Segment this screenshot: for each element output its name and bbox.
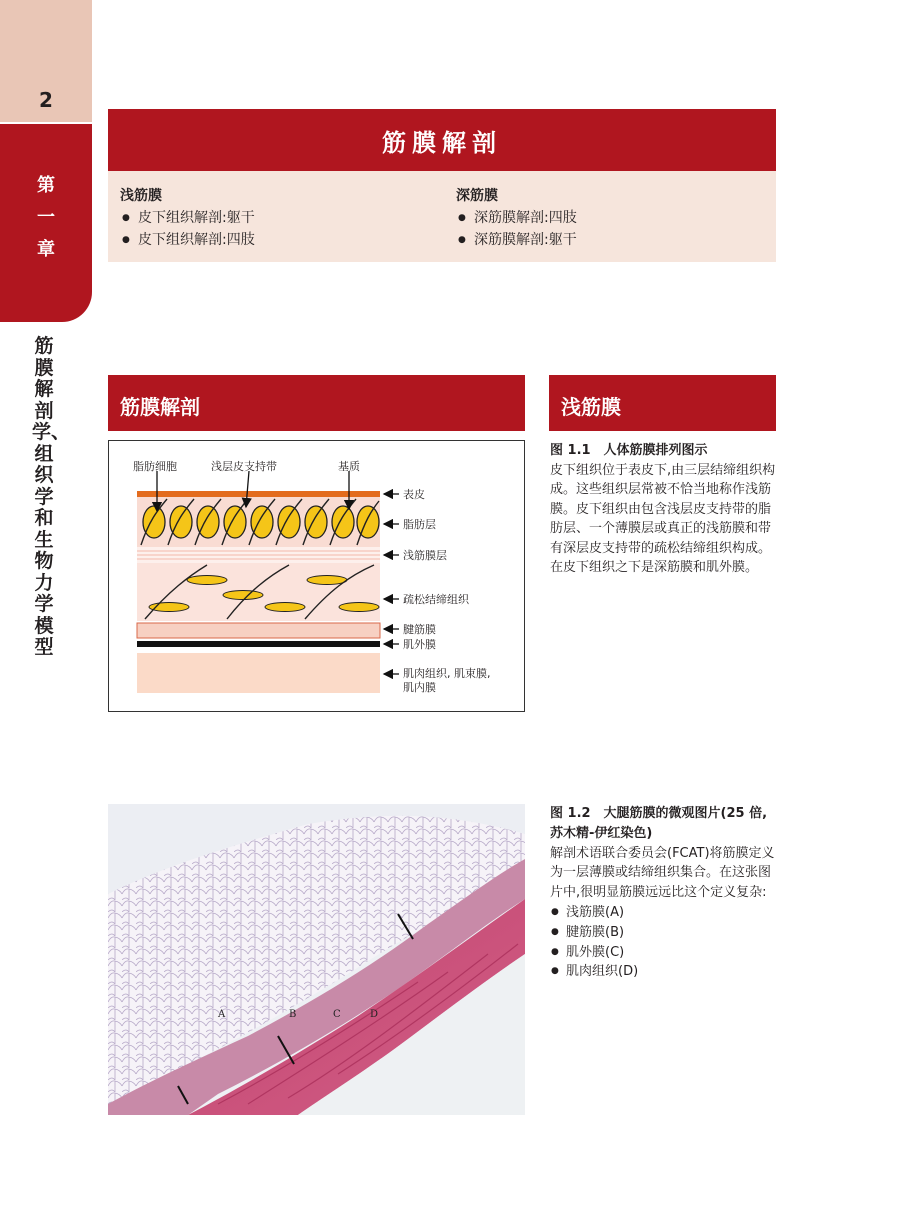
label-muscle-tissue: 肌肉组织, 肌束膜, bbox=[403, 667, 491, 680]
contents-item: ● 皮下组织解剖:躯干 bbox=[120, 207, 255, 229]
micrograph-label-c: C bbox=[333, 1009, 341, 1020]
label-fat-cell: 脂肪细胞 bbox=[133, 460, 177, 473]
figure-2-item: ● 浅筋膜(A) bbox=[550, 903, 778, 923]
figure-2-item: ● 肌肉组织(D) bbox=[550, 962, 778, 982]
figure-1-body: 皮下组织位于表皮下,由三层结缔组织构成。这些组织层常被不恰当地称作浅筋膜。皮下组织由包含浅层皮支持带的脂肪层、一个薄膜层或真正的浅筋膜和带有深层皮支持带的疏松结缔组织构成。在皮下组织之下是深筋膜和肌外膜。 bbox=[550, 462, 776, 575]
label-fat-layer: 脂肪层 bbox=[403, 518, 436, 531]
contents-right bbox=[456, 185, 577, 251]
label-superficial-retinacula: 浅层皮支持带 bbox=[211, 460, 277, 473]
chapter-char: 一 bbox=[37, 207, 55, 228]
figure-2-body: 解剖术语联合委员会(FCAT)将筋膜定义为一层薄膜或结缔组织集合。在这张图片中,很明显筋膜远远比这个定义复杂: bbox=[550, 845, 775, 901]
micrograph-label-a: A bbox=[218, 1009, 226, 1020]
figure-2-title: 图 1.2 大腿筋膜的微观图片(25 倍,苏木精-伊红染色) bbox=[550, 806, 768, 841]
micrograph-label-b: B bbox=[289, 1009, 297, 1020]
tendon-fascia-layer bbox=[137, 623, 380, 638]
contents-heading: 浅筋膜 bbox=[120, 188, 162, 204]
fascia-layer-diagram bbox=[108, 440, 525, 712]
label-epimysium: 肌外膜 bbox=[403, 638, 436, 651]
micrograph-image bbox=[108, 804, 525, 1115]
figure-1-title: 图 1.1 人体筋膜排列图示 bbox=[550, 443, 708, 458]
label-endomysium: 肌内膜 bbox=[403, 681, 436, 694]
figure-1-caption bbox=[550, 441, 778, 578]
figure-2-item: ● 肌外膜(C) bbox=[550, 943, 778, 963]
label-tendon-fascia: 腱筋膜 bbox=[403, 623, 436, 636]
book-title: 筋膜解剖学、组织学和生物力学模型 bbox=[32, 335, 71, 658]
section-header-fascia-anatomy: 筋膜解剖 bbox=[108, 375, 525, 431]
label-epidermis: 表皮 bbox=[403, 488, 425, 501]
page-number: 2 bbox=[39, 88, 53, 112]
chapter-char: 章 bbox=[37, 239, 55, 260]
contents-item: ● 深筋膜解剖:躯干 bbox=[456, 229, 577, 251]
contents-left bbox=[120, 185, 255, 251]
label-ground-substance: 基质 bbox=[338, 460, 360, 473]
contents-item: ● 皮下组织解剖:四肢 bbox=[120, 229, 255, 251]
label-superficial-fascia-layer: 浅筋膜层 bbox=[403, 549, 447, 562]
chapter-char: 第 bbox=[37, 175, 55, 196]
chapter-section-title: 筋膜解剖 bbox=[108, 109, 776, 171]
muscle-layer bbox=[137, 653, 380, 693]
label-loose-connective: 疏松结缔组织 bbox=[403, 593, 469, 606]
contents-item: ● 深筋膜解剖:四肢 bbox=[456, 207, 577, 229]
micrograph-graphic bbox=[108, 804, 525, 1115]
epimysium-layer bbox=[137, 641, 380, 647]
figure-2-item: ● 腱筋膜(B) bbox=[550, 923, 778, 943]
epidermis-layer bbox=[137, 491, 380, 497]
contents-heading: 深筋膜 bbox=[456, 188, 498, 204]
chapter-label bbox=[0, 170, 92, 266]
figure-2-caption bbox=[550, 804, 778, 982]
section-contents bbox=[108, 171, 776, 262]
section-header-superficial-fascia: 浅筋膜 bbox=[549, 375, 776, 431]
micrograph-label-d: D bbox=[370, 1009, 379, 1020]
